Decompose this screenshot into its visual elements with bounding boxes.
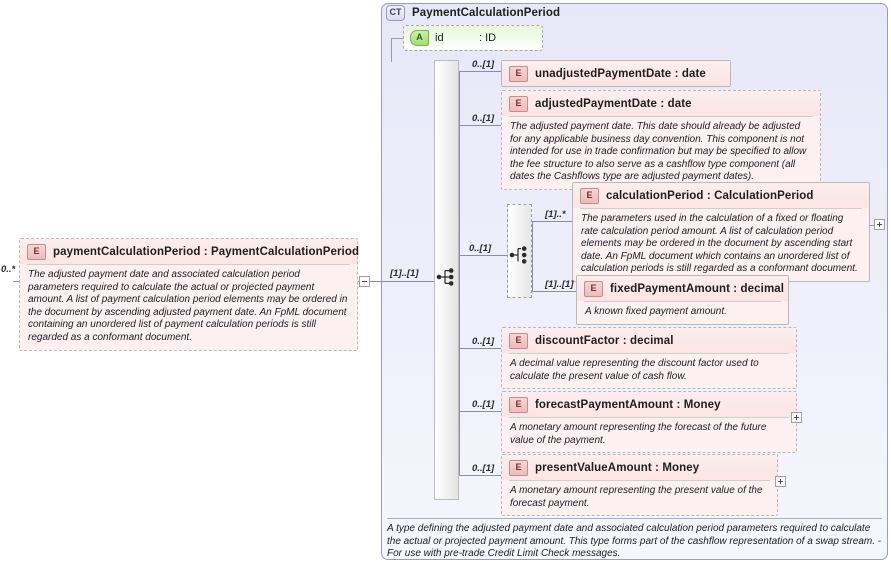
sequence-cardinality: [1]..[1] [390, 268, 419, 279]
root-element-cardinality: 0..* [1, 264, 16, 275]
element-forecastpaymentamount[interactable] [501, 391, 797, 453]
attribute-type: : ID [479, 32, 497, 44]
sequence-to-choice-line [459, 255, 507, 256]
element-calculationperiod[interactable] [572, 182, 870, 282]
member-5-line [459, 411, 501, 412]
element-badge: E [580, 188, 599, 204]
element-name: unadjustedPaymentDate : date [535, 68, 706, 80]
element-name: forecastPaymentAmount : Money [535, 399, 721, 411]
element-badge: E [509, 66, 528, 82]
member-6-line [459, 475, 501, 476]
complextype-annotation: A type defining the adjusted payment date and associated calculation period parameters required to calculate the actual or projected payment amount. This type forms part of the cashflow representation of a swap stream. - For use with pre-trade Credit Limit Check messages. [387, 518, 882, 561]
element-badge: E [509, 460, 528, 476]
element-badge: E [27, 244, 46, 260]
element-forecastpaymentamount-expand-toggle[interactable] [791, 412, 802, 423]
member-4-line [459, 348, 501, 349]
attribute-connector-horizontal [391, 38, 403, 39]
choice-icon [509, 244, 531, 266]
element-name: discountFactor : decimal [535, 335, 674, 347]
element-header [573, 183, 869, 208]
element-name: adjustedPaymentDate : date [535, 98, 692, 110]
element-fixedpaymentamount[interactable] [576, 275, 789, 325]
member-1-cardinality: 0..[1] [472, 113, 495, 124]
element-description: A monetary amount representing the present value of the forecast payment. [509, 480, 770, 515]
element-header [502, 91, 820, 116]
element-header [502, 392, 796, 417]
element-name: presentValueAmount : Money [535, 462, 700, 474]
member-3-line [532, 291, 576, 292]
element-name: paymentCalculationPeriod : PaymentCalculationPeriod [53, 246, 360, 258]
member-1-line [459, 125, 501, 126]
element-name: calculationPeriod : CalculationPeriod [606, 190, 814, 202]
root-element-left-stub [13, 281, 19, 282]
element-header [577, 276, 788, 301]
choice-cardinality: 0..[1] [469, 243, 492, 254]
element-unadjustedpaymentdate[interactable] [501, 60, 731, 87]
element-header [502, 455, 777, 480]
member-4-cardinality: 0..[1] [472, 336, 495, 347]
element-description: The adjusted payment date and associated calculation period parameters required to calculate the actual or projected payment amount. A list of payment calculation period elements may be ordered in the document by ascending adjusted payment date. An FpML document containing an unordered list of payment calculation periods is still regarded as a conformant document. [27, 264, 350, 350]
sequence-spine [459, 71, 460, 475]
element-description: The parameters used in the calculation of a fixed or floating rate calculation period amount. A list of calculation period elements may be ordered in the document by ascending start date. An FpML document which contains an unordered list of calculation periods is still regarded as a conformant document. [580, 208, 862, 281]
choice-spine [532, 221, 533, 291]
root-collapse-toggle[interactable] [359, 276, 370, 287]
element-description: A monetary amount representing the forecast of the future value of the payment. [509, 417, 789, 452]
element-description: A decimal value representing the discount factor used to calculate the present value of cash flow. [509, 353, 789, 388]
element-header [502, 61, 730, 86]
member-3-cardinality: [1]..[1] [545, 279, 574, 290]
member-5-cardinality: 0..[1] [472, 399, 495, 410]
element-discountfactor[interactable] [501, 327, 797, 389]
member-2-line [532, 221, 576, 222]
element-badge: E [509, 397, 528, 413]
member-0-line [459, 71, 501, 72]
member-2-cardinality: [1]..* [545, 209, 566, 220]
element-name: fixedPaymentAmount : decimal [610, 283, 785, 295]
complextype-header [386, 4, 560, 22]
attribute-badge: A [410, 30, 429, 46]
attribute-row-id[interactable] [403, 25, 543, 51]
attribute-name: id [435, 32, 444, 44]
element-presentvalueamount[interactable] [501, 454, 778, 516]
element-badge: E [509, 96, 528, 112]
complextype-title: PaymentCalculationPeriod [412, 7, 561, 19]
element-badge: E [509, 333, 528, 349]
element-presentvalueamount-expand-toggle[interactable] [775, 476, 786, 487]
element-paymentcalculationperiod[interactable] [19, 238, 358, 351]
element-description: A known fixed payment amount. [584, 301, 781, 324]
element-calculationperiod-expand-toggle[interactable] [874, 219, 885, 230]
member-2-toggle-line [869, 225, 875, 226]
element-badge: E [584, 281, 603, 297]
member-6-cardinality: 0..[1] [472, 463, 495, 474]
attribute-connector-vertical [391, 38, 392, 62]
sequence-icon [436, 266, 458, 288]
element-adjustedpaymentdate[interactable] [501, 90, 821, 190]
element-description: The adjusted payment date. This date should already be adjusted for any applicable business day convention. This component is not intended for use in trade confirmation but may be specified to allow the fee structure to also serve as a cashflow type component (all dates the Cashflows type are adjusted payment dates). [509, 116, 813, 189]
complextype-badge: CT [386, 5, 405, 21]
element-header [502, 328, 796, 353]
member-0-cardinality: 0..[1] [472, 59, 495, 70]
element-header [20, 239, 360, 264]
